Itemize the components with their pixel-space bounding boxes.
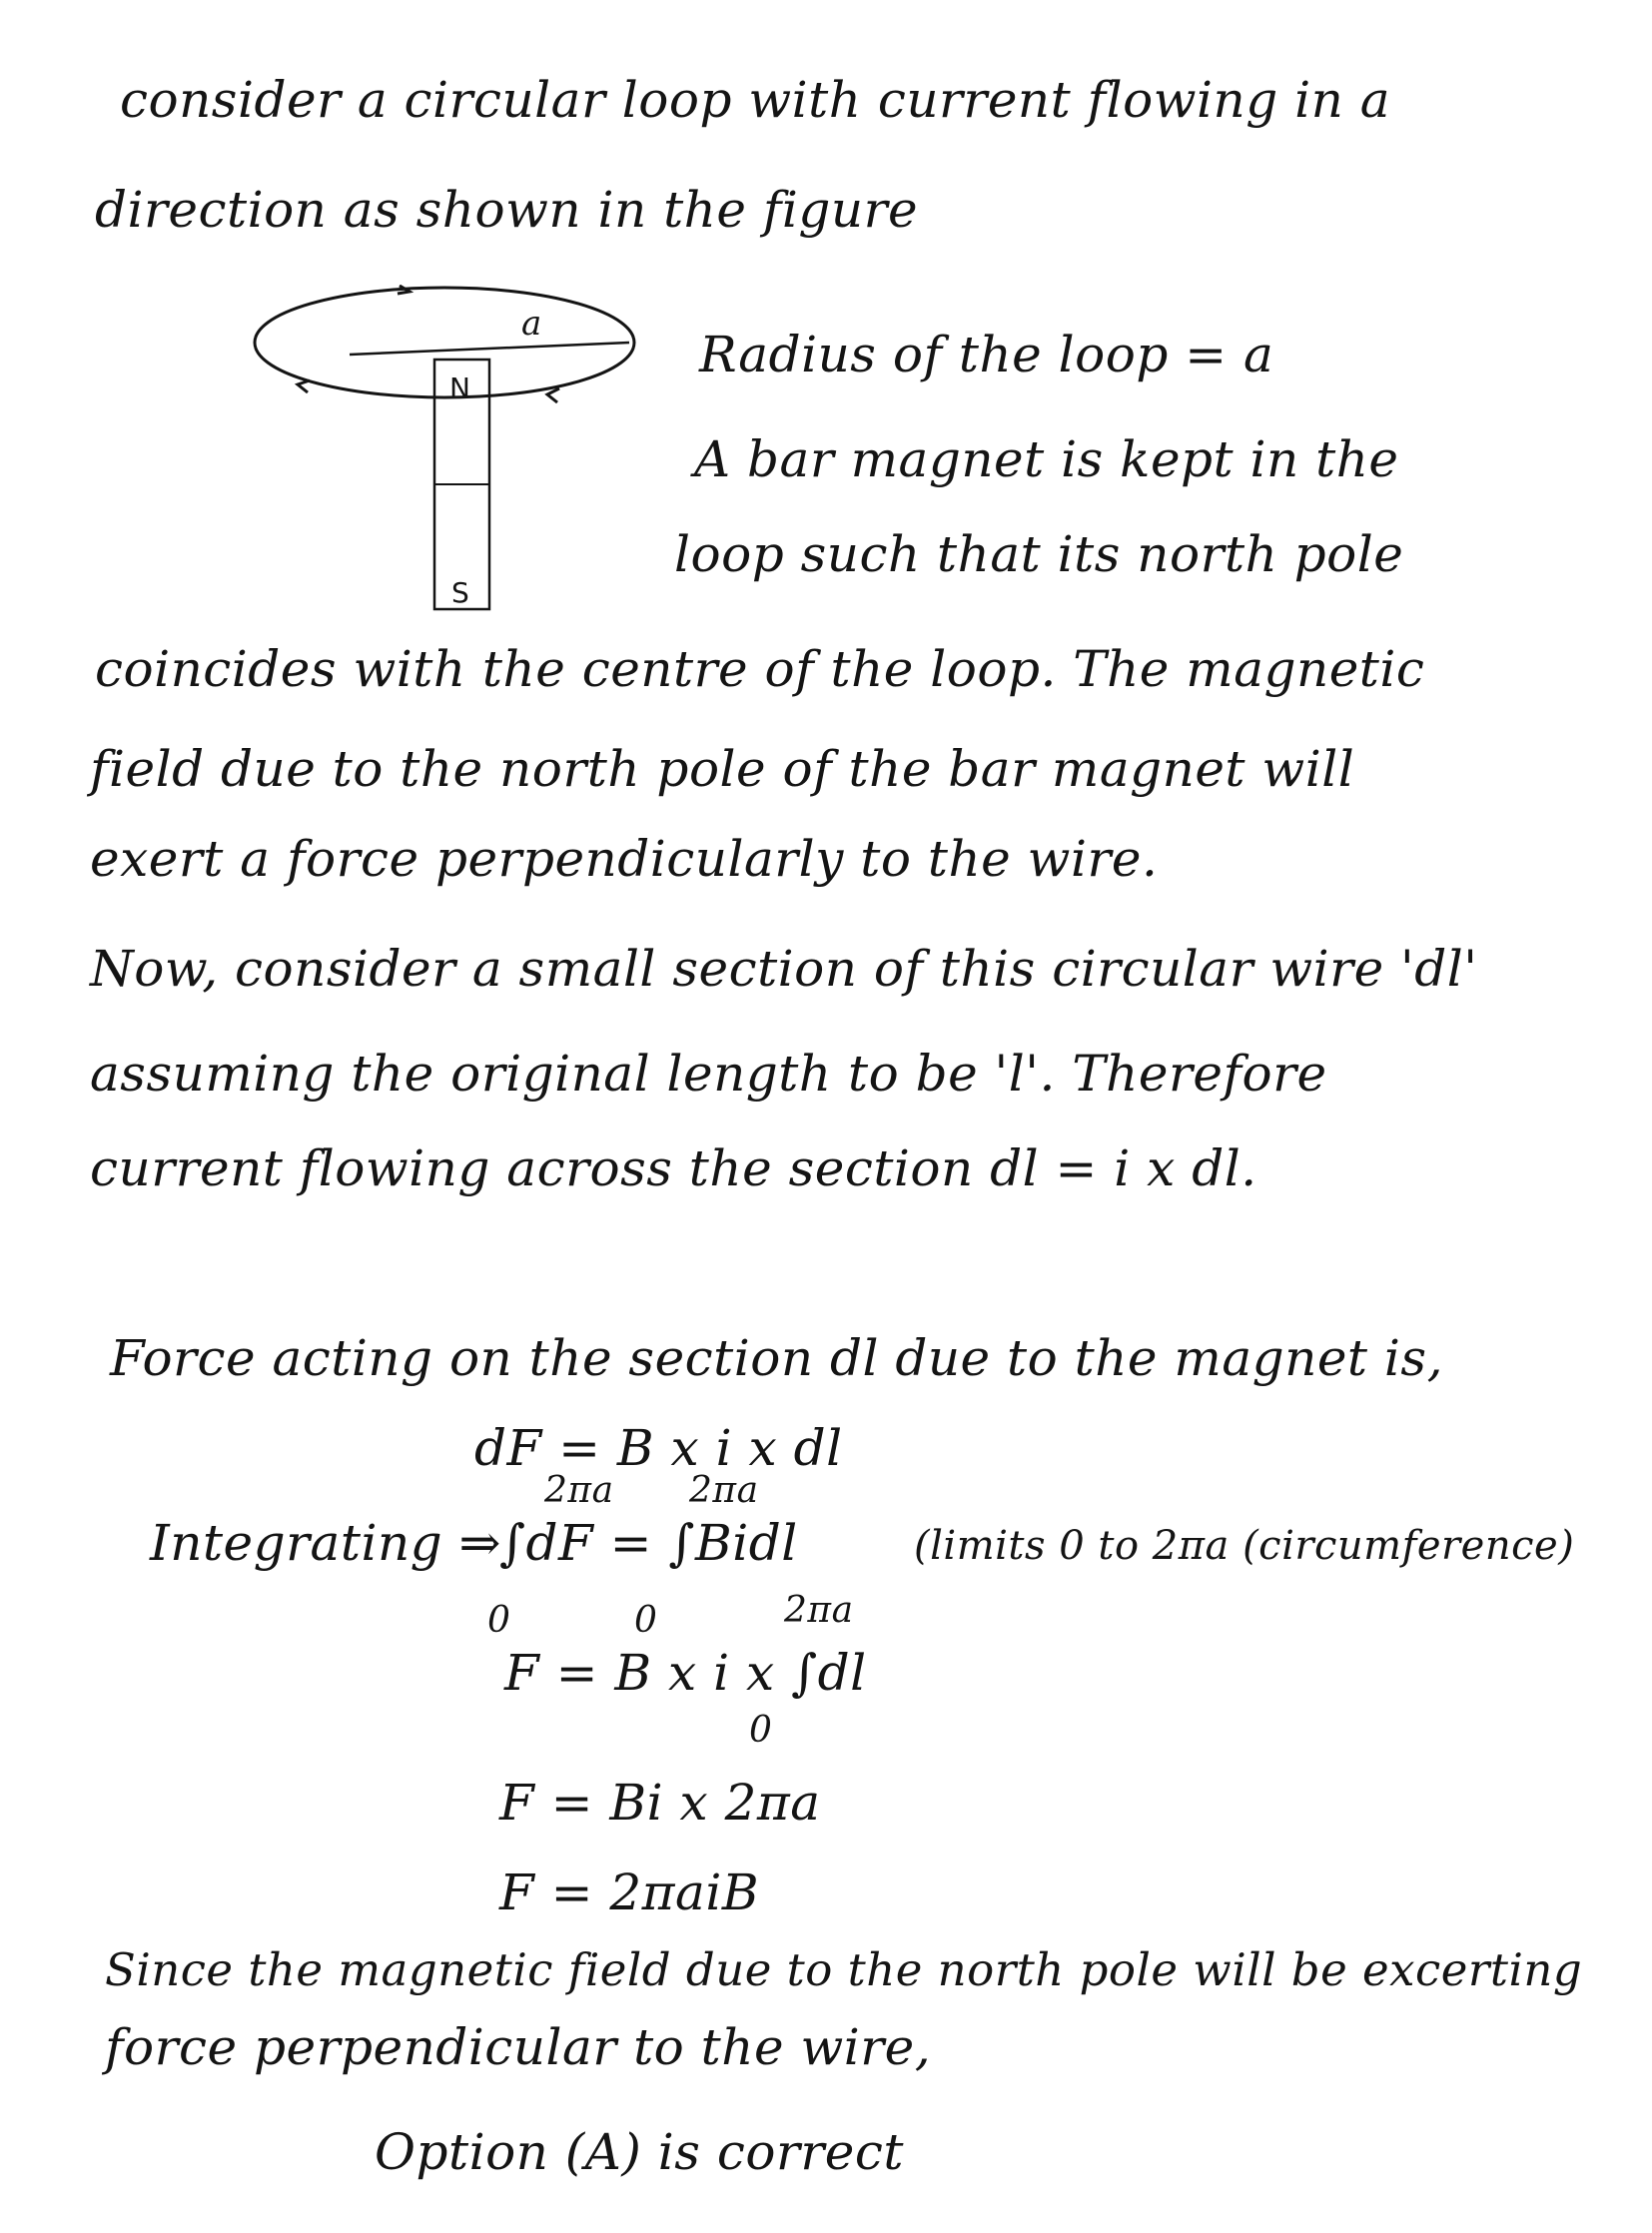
equation-1: dF = B x i x dl [474, 1419, 843, 1477]
equation-3: F = B x i x ∫dl [504, 1644, 867, 1702]
body-line-4: Now, consider a small section of this circular wire 'dl' [90, 940, 1478, 998]
eq3-lower: 0 [749, 1710, 773, 1751]
body-line-6: current flowing across the section dl = i x dl. [90, 1139, 1257, 1197]
intro-line-2: direction as shown in the figure [95, 181, 919, 239]
arrow-left-icon [298, 380, 310, 392]
eq2-upper-left: 2πa [544, 1470, 614, 1511]
conclusion-line-2: force perpendicular to the wire, [105, 2018, 932, 2076]
conclusion-line-3: Option (A) is correct [375, 2123, 904, 2181]
equation-5: F = 2πaiB [499, 1863, 760, 1921]
intro-line-1: consider a circular loop with current flowing in a [120, 71, 1390, 129]
eq2-lower-left: 0 [487, 1600, 511, 1641]
radius-label: a [521, 304, 542, 344]
loop-magnet-figure [250, 285, 669, 624]
integrating-label: Integrating ⇒ [150, 1514, 501, 1572]
force-intro: Force acting on the section dl due to the magnet is, [110, 1329, 1443, 1387]
south-pole-label: S [451, 576, 469, 609]
current-loop [255, 288, 634, 397]
arrow-right-icon [547, 388, 559, 402]
radius-line [350, 343, 629, 355]
eq3-upper: 2πa [784, 1590, 854, 1631]
eq2-upper-right: 2πa [689, 1470, 759, 1511]
side-line-1: Radius of the loop = a [699, 326, 1274, 383]
side-line-2: A bar magnet is kept in the [694, 430, 1399, 488]
body-line-1: coincides with the centre of the loop. The magnetic [95, 640, 1425, 698]
limits-note: (limits 0 to 2πa (circumference) [914, 1523, 1575, 1569]
conclusion-line-1: Since the magnetic field due to the north pole will be excerting [105, 1943, 1583, 1996]
equation-4: F = Bi x 2πa [499, 1774, 821, 1832]
body-line-2: field due to the north pole of the bar magnet will [90, 740, 1355, 798]
body-line-5: assuming the original length to be 'l'. Therefore [90, 1045, 1327, 1103]
eq2-lower-right: 0 [634, 1600, 658, 1641]
north-pole-label: N [449, 372, 470, 404]
equation-2: ∫dF = ∫Bidl [499, 1514, 798, 1572]
side-line-3: loop such that its north pole [674, 525, 1404, 583]
body-line-3: exert a force perpendicularly to the wire. [90, 830, 1159, 888]
